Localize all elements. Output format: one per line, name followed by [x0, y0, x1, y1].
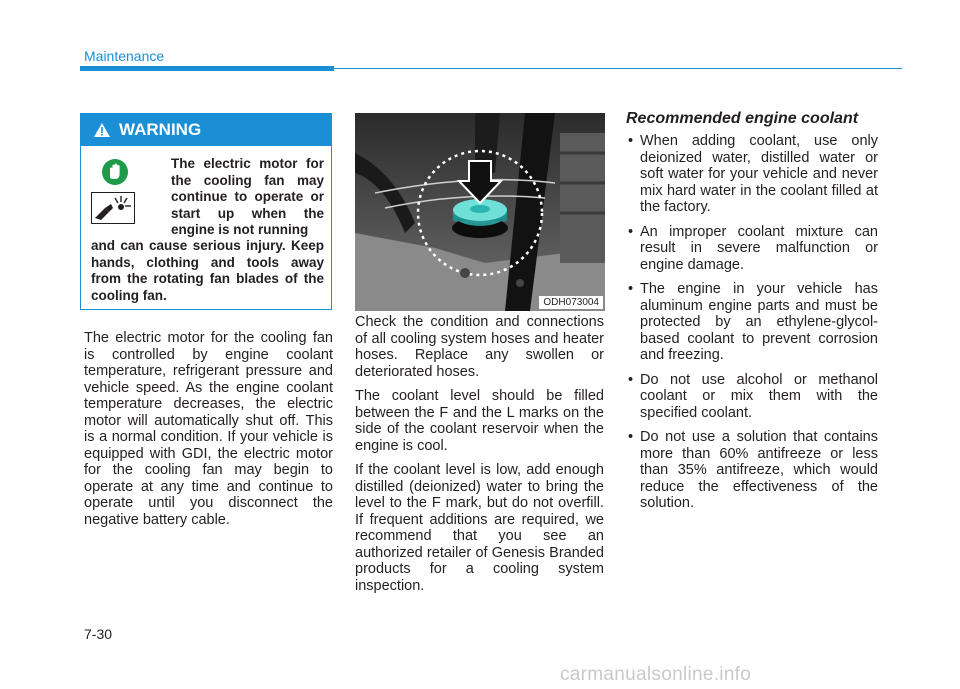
engine-bay-illustration [355, 113, 605, 311]
coolant-level-paragraph: The coolant level should be filled between the F and the L marks on the side of the coolant reservoir when the engine is cool. [355, 388, 604, 454]
warning-header [81, 114, 331, 146]
header-rule [334, 68, 902, 69]
warning-text-bottom: and can cause serious injury. Keep hands, clothing and tools away from the rotating fan blades of the cooling fan. [91, 238, 324, 303]
warning-text-top: The electric motor for the cooling fan may continue to operate or start up when the engine is not running [171, 156, 324, 237]
list-item: • An improper coolant mixture can result in severe malfunction or engine damage. [626, 224, 878, 274]
cooling-fan-paragraph: The electric motor for the cooling fan is controlled by engine coolant temperature, refrigerant pressure and vehicle speed. As the engine coolant temperature decreases, the electric motor will automatically shut off. This is a normal condition. If your vehicle is equipped with GDI, the electric motor for the cooling fan may begin to operate at any time and continue to operate until you disconnect the negative battery cable. [84, 330, 333, 528]
section-header: Maintenance [84, 48, 165, 64]
fan-blade-hazard-icon [91, 192, 135, 224]
list-item: • The engine in your vehicle has aluminum engine parts and must be protected by an ethylene-glycol-based coolant to prevent corrosion and freezing. [626, 281, 878, 364]
page-number: 7-30 [84, 626, 113, 642]
coolant-cap-photo [355, 113, 605, 311]
watermark: carmanualsonline.info [560, 664, 752, 685]
warning-triangle-icon [93, 122, 111, 138]
list-item: • Do not use alcohol or methanol coolant or mix them with the specified coolant. [626, 372, 878, 422]
coolant-low-paragraph: If the coolant level is low, add enough distilled (deionized) water to bring the level to the F mark, but do not overfill. If frequent additions are required, we recommend that you see an authorized retailer of Genesis Branded products for a cooling system inspection. [355, 462, 604, 594]
recommended-coolant-heading: Recommended engine coolant [626, 110, 859, 127]
photo-reference-label: ODH073004 [539, 296, 603, 309]
warning-title: WARNING [119, 120, 202, 139]
warning-pictograms [89, 158, 141, 224]
hose-check-paragraph: Check the condition and connections of all cooling system hoses and heater hoses. Replace any swollen or deteriorated hoses. [355, 314, 604, 380]
column-middle [355, 314, 604, 602]
list-item: • When adding coolant, use only deionized water, distilled water or soft water for your vehicle and never mix hard water in the coolant filled at the factory. [626, 133, 878, 216]
coolant-bullet-list [626, 133, 878, 520]
warning-box [80, 113, 332, 310]
header-bar [80, 66, 334, 71]
hand-stop-icon [101, 158, 129, 186]
list-item: • Do not use a solution that contains more than 60% antifreeze or less than 35% antifreeze, which would reduce the effectiveness of the solution. [626, 429, 878, 512]
column-left [84, 330, 333, 536]
